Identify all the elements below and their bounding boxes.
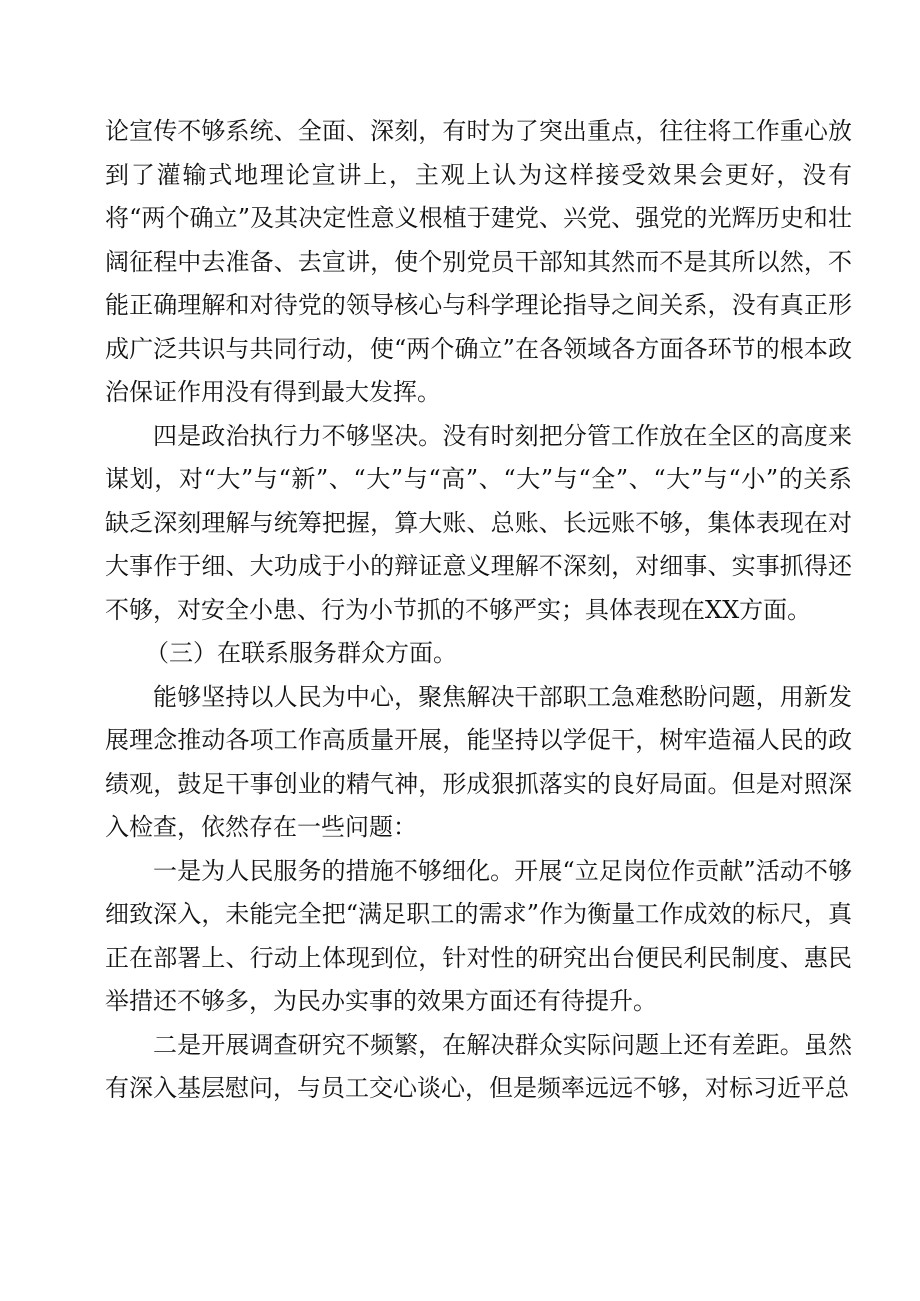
paragraph-people-centered: 能够坚持以人民为中心，聚焦解决干部职工急难愁盼问题，用新发展理念推动各项工作高质量开展，能坚持以学促干，树牢造福人民的政绩观，鼓足干事创业的精气神，形成狠抓落实的良好局面。但是对照深入检查，依然存在一些问题：: [105, 682, 852, 841]
paragraph-research-frequency: 二是开展调查研究不频繁，在解决群众实际问题上还有差距。虽然有深入基层慰问，与员工交心谈心，但是频率远远不够，对标习近平总: [105, 1030, 852, 1102]
paragraph-political-execution: 四是政治执行力不够坚决。没有时刻把分管工作放在全区的高度来谋划，对“大”与“新”、“大”与“高”、“大”与“全”、“大”与“小”的关系缺乏深刻理解与统筹把握，算大账、总账、长远账不够，集体表现在对大事作于细、大功成于小的辩证意义理解不深刻，对细事、实事抓得还不够，对安全小患、行为小节抓的不够严实；具体表现在XX方面。: [105, 421, 852, 624]
paragraph-service-measures: 一是为人民服务的措施不够细化。开展“立足岗位作贡献”活动不够细致深入，未能完全把“满足职工的需求”作为衡量工作成效的标尺，真正在部署上、行动上体现到位，针对性的研究出台便民利民制度、惠民举措还不够多，为民办实事的效果方面还有待提升。: [105, 856, 852, 1015]
section-heading-serving-masses: （三）在联系服务群众方面。: [145, 639, 457, 667]
paragraph-theory-propaganda: 论宣传不够系统、全面、深刻，有时为了突出重点，往往将工作重心放到了灌输式地理论宣讲上，主观上认为这样接受效果会更好，没有将“两个确立”及其决定性意义根植于建党、兴党、强党的光辉历史和壮阔征程中去准备、去宣讲，使个别党员干部知其然而不是其所以然，不能正确理解和对待党的领导核心与科学理论指导之间关系，没有真正形成广泛共识与共同行动，使“两个确立”在各领域各方面各环节的根本政治保证作用没有得到最大发挥。: [105, 117, 852, 406]
